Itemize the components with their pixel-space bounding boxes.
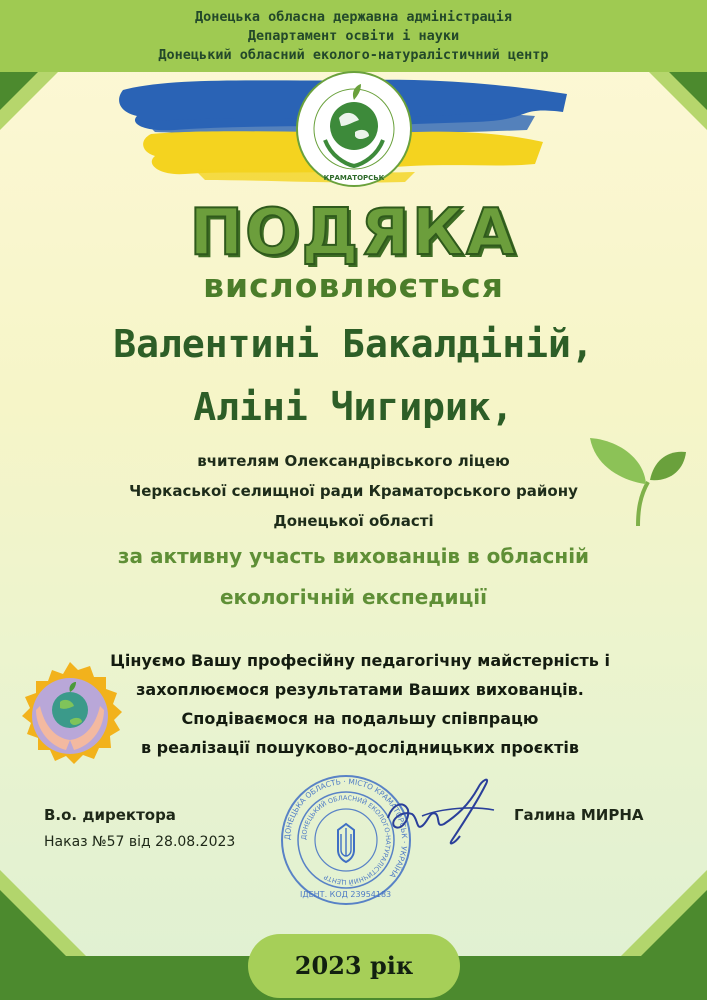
header-organization [0, 8, 707, 65]
position-line-3: Донецької області [273, 512, 434, 530]
message-line-4: в реалізації пошуково-дослідницьких проєктів [140, 738, 580, 757]
emblem-logo-icon [295, 70, 413, 188]
stamp-outer-text: ДОНЕЦЬКА ОБЛАСТЬ · МІСТО КРАМАТОРСЬК · УКРАЇНА [282, 776, 410, 880]
appreciation-message [80, 646, 640, 762]
header-line-department: Департамент освіти і науки [247, 28, 460, 44]
message-line-1: Цінуємо Вашу професійну педагогічну майстерність і [110, 651, 610, 670]
year-badge: 2023 рік [248, 934, 460, 998]
emblem-city-text: КРАМАТОРСЬК [323, 174, 385, 182]
recipient-name-2: Аліні Чигирик, [193, 385, 514, 429]
header-line-center: Донецький обласний еколого-натуралістичний центр [158, 47, 549, 63]
message-line-2: захоплюємося результатами Ваших вихованців. [136, 680, 584, 699]
header-line-administration: Донецька обласна державна адміністрація [195, 9, 512, 25]
recipient-position [0, 446, 707, 536]
stamp-inner-text: ДОНЕЦЬКИЙ ОБЛАСНИЙ ЕКОЛОГО-НАТУРАЛІСТИЧНИЙ ЦЕНТР [299, 793, 393, 887]
position-line-1: вчителям Олександрівського ліцею [197, 452, 510, 470]
signatory-title: В.о. директора [44, 806, 176, 824]
position-line-2: Черкаської селищної ради Краматорського району [129, 482, 578, 500]
recipient-name-1: Валентині Бакалдіній, [113, 322, 594, 366]
certificate-subtitle: висловлюється [203, 266, 504, 305]
signatory-name: Галина МИРНА [514, 806, 644, 824]
award-reason [0, 536, 707, 618]
certificate-title: ПОДЯКА [189, 196, 518, 270]
message-line-3: Сподіваємося на подальшу співпрацю [181, 709, 539, 728]
order-reference: Наказ №57 від 28.08.2023 [44, 834, 236, 850]
reason-line-1: за активну участь вихованців в обласній [117, 544, 590, 568]
reason-line-2: екологічній експедиції [219, 585, 488, 609]
stamp-code-text: ІДЕНТ. КОД 23954183 [300, 890, 392, 899]
signature-icon [382, 770, 502, 850]
